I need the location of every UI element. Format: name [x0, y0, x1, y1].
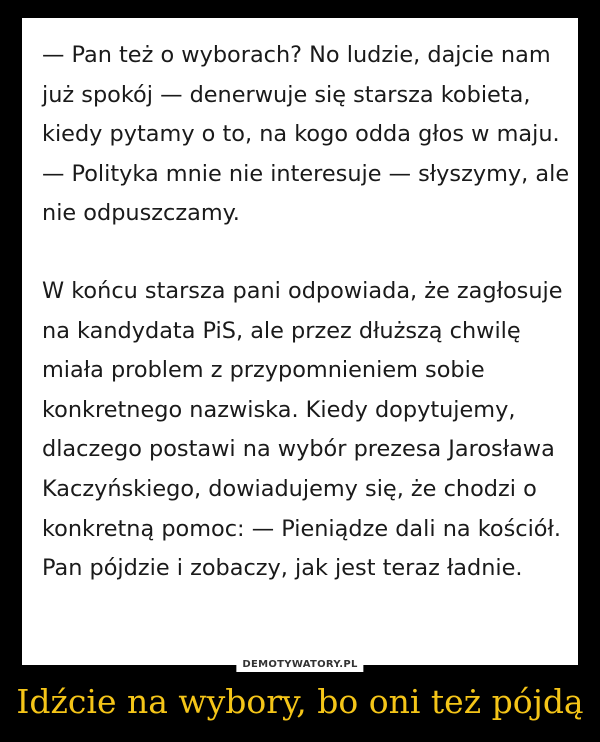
- paragraph-gap: [42, 234, 578, 272]
- text-line: Pan pójdzie i zobaczy, jak jest teraz ładnie.: [42, 555, 523, 582]
- text-line: miała problem z przypomnieniem sobie: [42, 357, 485, 384]
- quote-panel: [22, 18, 578, 670]
- text-line: już spokój — denerwuje się starsza kobieta,: [42, 81, 531, 108]
- paragraph-1: [42, 36, 578, 234]
- watermark-label: DEMOTYWATORY.PL: [236, 658, 363, 672]
- text-line: — Polityka mnie nie interesuje — słyszymy, ale: [42, 160, 570, 187]
- text-line: nie odpuszczamy.: [42, 200, 240, 227]
- text-line: dlaczego postawi na wybór prezesa Jarosława: [42, 436, 555, 463]
- text-line: konkretną pomoc: — Pieniądze dali na kościół.: [42, 515, 561, 542]
- paragraph-2: [42, 272, 578, 589]
- caption-title: Idźcie na wybory, bo oni też pójdą: [16, 682, 584, 721]
- text-line: Kaczyńskiego, dowiadujemy się, że chodzi o: [42, 475, 537, 502]
- text-line: W końcu starsza pani odpowiada, że zagłosuje: [42, 277, 563, 304]
- text-line: konkretnego nazwiska. Kiedy dopytujemy,: [42, 396, 516, 423]
- text-line: — Pan też o wyborach? No ludzie, dajcie nam: [42, 42, 551, 68]
- text-line: kiedy pytamy o to, na kogo odda głos w maju.: [42, 121, 560, 148]
- text-line: na kandydata PiS, ale przez dłuższą chwilę: [42, 317, 521, 344]
